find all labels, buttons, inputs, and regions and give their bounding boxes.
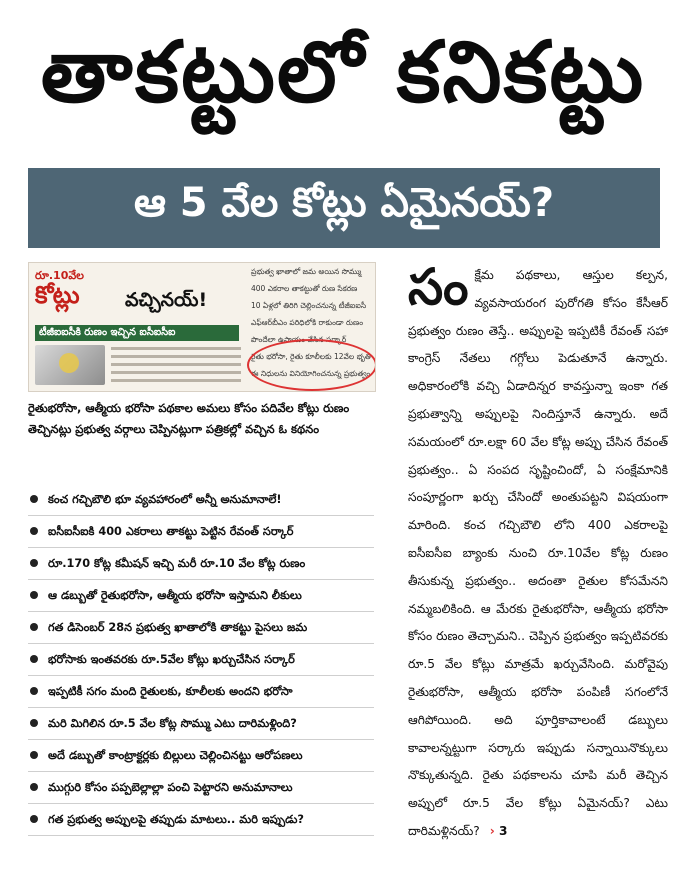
bullet-item: ముగ్గురి కోసం పప్పబెల్లాల్లా పంచి పెట్టారని అనుమానాలు	[28, 772, 374, 804]
bullet-item: ఇప్పటికీ సగం మంది రైతులకు, కూలీలకు అందని భరోసా	[28, 676, 374, 708]
subheadline: ఆ 5 వేల కోట్లు ఏమైనయ్?	[133, 180, 555, 226]
bullet-item: మరి మిగిలిన రూ.5 వేల కోట్ల సొమ్ము ఎటు దారిమళ్లింది?	[28, 708, 374, 740]
clipping-line: 10 ఏళ్లలో తిరిగి చెల్లించనున్న టీజీఐఐసీ	[251, 301, 367, 310]
bullet-item: గత డిసెంబర్ 28న ప్రభుత్వ ఖాతాలోకి తాకట్టు పైసలు జమ	[28, 612, 374, 644]
clipping-line: ప్రభుత్వ ఖాతాలో జమ అయిన సొమ్ము	[251, 267, 362, 276]
clipping-green-bar: టీజీఐఐసీకి రుణం ఇచ్చిన ఐసీఐసీఐ	[35, 325, 239, 341]
chevron-right-icon: ›	[489, 823, 495, 838]
article-body	[408, 258, 668, 846]
clipping-line: పొందేలా ఉపాయం చేసిన సర్కార్	[251, 335, 347, 344]
page-reference[interactable]	[490, 824, 508, 838]
article-text: క్షేమ పథకాలు, ఆస్తుల కల్పన, వ్యవసాయరంగ పురోగతి కోసం కేసీఆర్ ప్రభుత్వం రుణం తెస్తే.. అప్పులపై ఇప్పటికీ రేవంత్ సహా కాంగ్రెస్ నేతలు గగ్గోలు పెడుతూనే ఉన్నారు. అధికారంలోకి వచ్చి ఏడాదిన్నర కావస్తున్నా ఇంకా గత ప్రభుత్వాన్ని అప్పులపై నిందిస్తూనే ఉన్నారు. అదే సమయంలో రూ.లక్షా 60 వేల కోట్ల అప్పు చేసిన రేవంత్ ప్రభుత్వం.. ఏ సంపద సృష్టించిందో, ఏ సంక్షేమానికి సంపూర్ణంగా ఖర్చు చేసిందో అంతుపట్టని విషయంగా మారింది. కంచ గచ్చిబౌలి లోని 400 ఎకరాలపై ఐసీఐసీఐ బ్యాంకు నుంచి రూ.10వేల కోట్ల రుణం తీసుకున్న ప్రభుత్వం.. అదంతా రైతుల కోసమేనని నమ్మబలికింది. ఆ మేరకు రైతుభరోసా, ఆత్మీయ భరోసా కోసం రుణం తెచ్చామని.. చెప్పిన ప్రభుత్వం ఇప్పటివరకు రూ.5 వేల కోట్లు మాత్రమే ఖర్చువేసింది. మరోవైపు రైతుభరోసా, ఆత్మీయ భరోసా పంపిణీ సగంలోనే ఆగిపోయింది. అది పూర్తికావాలంటే డబ్బులు కావాలన్నట్టుగా సర్కారు ఇప్పుడు సన్నాయినొక్కులు నొక్కుతున్నది. రైతు పథకాలను చూపి మరీ తెచ్చిన అప్పులో రూ.5 వేల కోట్లు ఏమైనయ్? ఎటు దారిమళ్లినయ్?	[408, 268, 668, 838]
newspaper-clipping	[28, 262, 376, 392]
drop-cap: సం	[408, 258, 469, 316]
clipping-big-word-2: వచ్చినయ్!	[125, 289, 208, 311]
clipping-line: ఈ నిధులను వినియోగించనున్న ప్రభుత్వం	[251, 369, 371, 378]
clipping-line: రైతు భరోసా, రైతు కూలీలకు 12వేల భృతి	[251, 352, 371, 361]
clipping-left-panel	[29, 263, 247, 391]
clipping-body-lines	[111, 347, 241, 387]
clipping-big-word: కోట్లు	[35, 281, 80, 309]
bullet-item: రూ.170 కోట్ల కమీషన్ ఇచ్చి మరీ రూ.10 వేల కోట్ల రుణం	[28, 548, 374, 580]
gold-coins-photo	[35, 345, 105, 385]
bullet-item: గత ప్రభుత్వ అప్పులపై తప్పుడు మాటలు.. మరి ఇప్పుడు?	[28, 804, 374, 836]
bullet-item: అదే డబ్బుతో కాంట్రాక్టర్లకు బిల్లులు చెల్లించినట్టు ఆరోపణలు	[28, 740, 374, 772]
bullet-item: ఐసీఐసీఐకి 400 ఎకరాలు తాకట్టు పెట్టిన రేవంత్ సర్కార్	[28, 516, 374, 548]
page-number: 3	[499, 823, 508, 838]
clipping-tag: రూ.10వేల	[35, 269, 84, 282]
bullet-list	[28, 484, 374, 836]
subheadline-band	[28, 168, 660, 248]
red-circle-annotation	[247, 339, 376, 391]
bullet-item: భరోసాకు ఇంతవరకు రూ.5వేల కోట్లు ఖర్చుచేసిన సర్కార్	[28, 644, 374, 676]
clipping-caption: రైతుభరోసా, ఆత్మీయ భరోసా పథకాల అమలు కోసం పదివేల కోట్లు రుణం తెచ్చినట్లు ప్రభుత్వ వర్గాలు చెప్పినట్లుగా పత్రికల్లో వచ్చిన ఓ కథనం	[28, 401, 350, 436]
clipping-line: ఎఫ్‌ఆర్‌బీఎం పరిధిలోకి రాకుండా రుణం	[251, 318, 363, 327]
headline: తాకట్టులో కనికట్టు	[40, 23, 646, 121]
clipping-line: 400 ఎకరాల తాకట్టుతో రుణ సేకరణ	[251, 284, 358, 293]
bullet-item: కంచ గచ్చిబౌలి భూ వ్యవహారంలో అన్నీ అనుమానాలే!	[28, 484, 374, 516]
bullet-item: ఆ డబ్బుతో రైతుభరోసా, ఆత్మీయ భరోసా ఇస్తామని లీకులు	[28, 580, 374, 612]
